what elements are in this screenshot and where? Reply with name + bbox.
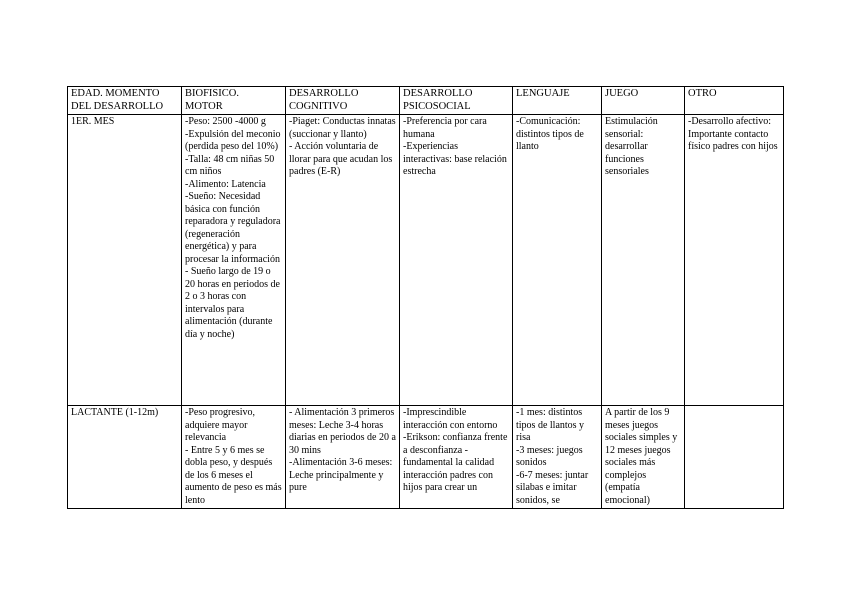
header-row xyxy=(68,87,784,115)
cell-text: -Peso progresivo, adquiere mayor relevancia xyxy=(185,407,255,443)
cell-psicosocial xyxy=(400,115,513,406)
cell-text: -Piaget: Conductas innatas (succionar y llanto) xyxy=(289,116,396,140)
cell-edad xyxy=(68,115,182,406)
cell-text: -Alimento: Latencia xyxy=(185,178,266,190)
cell-text: -Comunicación: distintos tipos de llanto xyxy=(516,116,584,152)
cell-juego xyxy=(602,115,685,406)
cell-text: LACTANTE (1-12m) xyxy=(71,407,159,418)
cell-psicosocial xyxy=(400,406,513,509)
cell-text: -Imprescindible interacción con entorno xyxy=(403,407,498,431)
header-juego: JUEGO xyxy=(602,87,685,115)
cell-text: -Experiencias interactivas: base relación estrecha xyxy=(403,141,507,177)
development-table xyxy=(67,86,784,509)
cell-juego xyxy=(602,406,685,509)
cell-cognitivo xyxy=(286,406,400,509)
cell-text: - Sueño largo de 19 o 20 horas en periodos de 2 o 3 horas con intervalos para alimentación (durante día y noche) xyxy=(185,266,280,340)
cell-lenguaje xyxy=(513,406,602,509)
cell-text: -3 meses: juegos sonidos xyxy=(516,444,583,468)
cell-biofisico xyxy=(182,115,286,406)
cell-otro xyxy=(685,115,784,406)
cell-text: -1 mes: distintos tipos de llantos y risa xyxy=(516,407,585,443)
table-row xyxy=(68,406,784,509)
cell-text: 1ER. MES xyxy=(71,116,115,127)
header-biofisico: BIOFISICO. MOTOR xyxy=(182,87,286,115)
cell-cognitivo xyxy=(286,115,400,406)
table-row xyxy=(68,115,784,406)
cell-text: -Preferencia por cara humana xyxy=(403,116,487,140)
cell-text: -Sueño: Necesidad básica con función reparadora y reguladora (regeneración energética) y para procesar la información xyxy=(185,191,281,265)
cell-text: - Entre 5 y 6 mes se dobla peso, y después de los 6 meses el aumento de peso es más lento xyxy=(185,444,282,506)
cell-text: -Talla: 48 cm niñas 50 cm niños xyxy=(185,153,275,177)
header-edad: EDAD. MOMENTO DEL DESARROLLO xyxy=(68,87,182,115)
cell-text: -6-7 meses: juntar silabas e imitar sonidos, se xyxy=(516,469,589,506)
cell-lenguaje xyxy=(513,115,602,406)
cell-biofisico xyxy=(182,406,286,509)
header-lenguaje: LENGUAJE xyxy=(513,87,602,115)
cell-otro xyxy=(685,406,784,509)
cell-text: Estimulación sensorial: desarrollar funciones sensoriales xyxy=(605,116,658,177)
cell-text: - Acción voluntaria de llorar para que acudan los padres (E-R) xyxy=(289,141,393,177)
header-cognitivo: DESARROLLO COGNITIVO xyxy=(286,87,400,115)
cell-text: -Alimentación 3-6 meses: Leche principalmente y pure xyxy=(289,457,393,493)
header-psicosocial: DESARROLLO PSICOSOCIAL xyxy=(400,87,513,115)
cell-edad xyxy=(68,406,182,509)
cell-text: -Peso: 2500 -4000 g xyxy=(185,116,266,127)
header-otro: OTRO xyxy=(685,87,784,115)
cell-text: A partir de los 9 meses juegos sociales simples y 12 meses juegos sociales más complejos (empatía emocional) xyxy=(605,407,678,506)
cell-text: -Erikson: confianza frente a desconfianza - fundamental la calidad interacción padres con hijos para crear un xyxy=(403,432,508,493)
cell-text: - Alimentación 3 primeros meses: Leche 3-4 horas diarias en periodos de 20 a 30 mins xyxy=(289,407,396,456)
cell-text: -Expulsión del meconio (perdida peso del 10%) xyxy=(185,128,281,152)
cell-text: -Desarrollo afectivo: Importante contacto físico padres con hijos xyxy=(688,116,778,152)
